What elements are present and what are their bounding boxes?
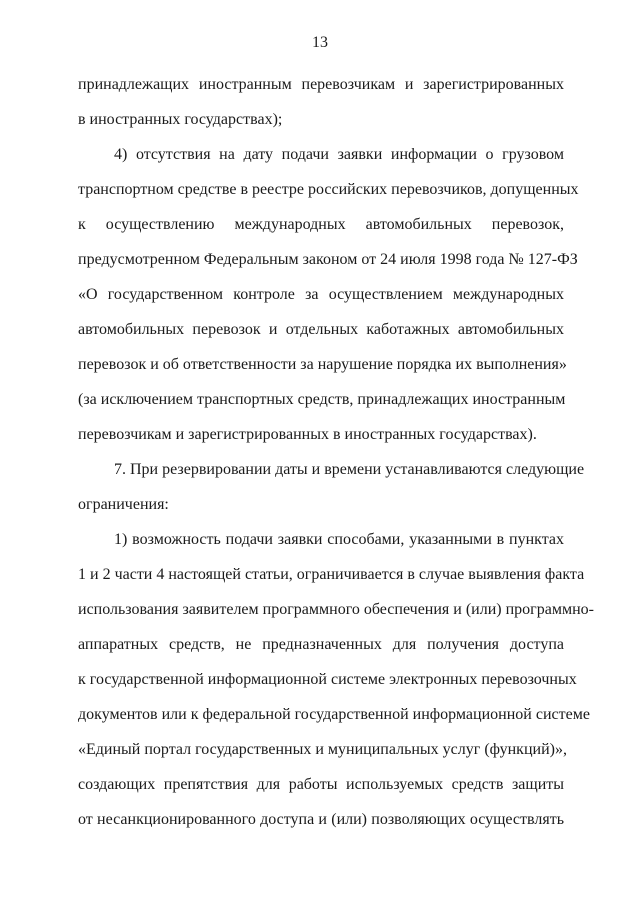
text-line: «О государственном контроле за осуществлением международных (78, 286, 564, 303)
text-line: 7. При резервировании даты и времени устанавливаются следующие (114, 461, 585, 478)
text-line: ограничения: (78, 496, 169, 513)
text-line: 1 и 2 части 4 настоящей статьи, ограничивается в случае выявления факта (78, 566, 585, 583)
text-line: перевозчикам и зарегистрированных в иностранных государствах). (78, 426, 537, 443)
text-line: к государственной информационной системе электронных перевозочных (78, 671, 577, 688)
text-line: автомобильных перевозок и отдельных каботажных автомобильных (78, 321, 564, 338)
text-line: от несанкционированного доступа и (или) позволяющих осуществлять (78, 811, 564, 828)
page-number: 13 (312, 34, 328, 51)
text-line: создающих препятствия для работы используемых средств защиты (78, 776, 564, 793)
text-line: перевозок и об ответственности за нарушение порядка их выполнения» (78, 356, 567, 373)
text-line: «Единый портал государственных и муниципальных услуг (функций)», (78, 741, 567, 758)
text-line: (за исключением транспортных средств, принадлежащих иностранным (78, 391, 566, 408)
text-line: принадлежащих иностранным перевозчикам и зарегистрированных (78, 76, 564, 93)
text-line: к осуществлению международных автомобильных перевозок, (78, 216, 564, 233)
text-line: транспортном средстве в реестре российских перевозчиков, допущенных (78, 181, 579, 198)
text-line: использования заявителем программного обеспечения и (или) программно- (78, 601, 594, 618)
text-line: в иностранных государствах); (78, 111, 283, 128)
text-line: 4) отсутствия на дату подачи заявки информации о грузовом (114, 146, 564, 163)
text-line: 1) возможность подачи заявки способами, указанными в пунктах (114, 531, 564, 548)
text-line: аппаратных средств, не предназначенных для получения доступа (78, 636, 564, 653)
text-line: предусмотренном Федеральным законом от 24 июля 1998 года № 127-ФЗ (78, 251, 578, 268)
text-line: документов или к федеральной государственной информационной системе (78, 706, 590, 723)
